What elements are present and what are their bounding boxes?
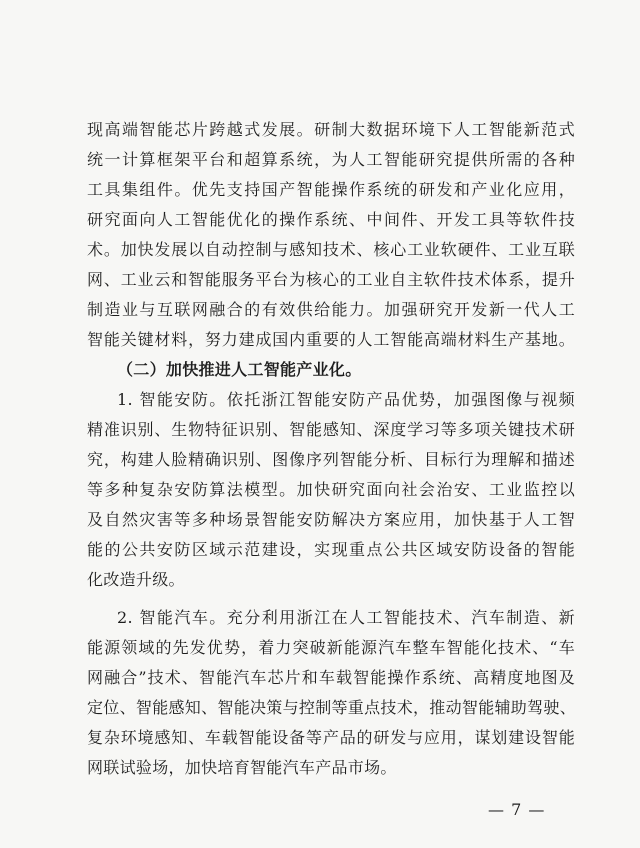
text-line: 制造业与互联网融合的有效供给能力。加强研究开发新一代人工 [87,300,575,319]
paragraph-start: 1. 智能安防。依托浙江智能安防产品优势，加强图像与视频 [117,390,575,409]
text-line: 网融合”技术、智能汽车芯片和车载智能操作系统、高精度地图及 [87,668,575,687]
section-heading: （二）加快推进人工智能产业化。 [117,360,362,379]
text-line: 术。加快发展以自动控制与感知技术、核心工业软硬件、工业互联 [87,240,575,259]
text-line: 复杂环境感知、车载智能设备等产品的研发与应用，谋划建设智能 [87,728,575,747]
text-line: 网、工业云和智能服务平台为核心的工业自主软件技术体系，提升 [87,270,575,289]
text-line: 统一计算框架平台和超算系统，为人工智能研究提供所需的各种 [87,150,575,169]
paragraph-start: 2. 智能汽车。充分利用浙江在人工智能技术、汽车制造、新 [117,608,575,627]
paragraph-gap [87,595,575,603]
text-line: 现高端智能芯片跨越式发展。研制大数据环境下人工智能新范式 [87,120,575,139]
text-line: 工具集组件。优先支持国产智能操作系统的研发和产业化应用， [87,180,575,199]
text-line: 研究面向人工智能优化的操作系统、中间件、开发工具等软件技 [87,210,575,229]
text-line: 网联试验场，加快培育智能汽车产品市场。 [87,758,397,777]
text-line: 精准识别、生物特征识别、智能感知、深度学习等多项关键技术研 [87,420,575,439]
text-line: 能的公共安防区域示范建设，实现重点公共区域安防设备的智能 [87,540,575,559]
text-line: 等多种复杂安防算法模型。加快研究面向社会治安、工业监控以 [87,480,575,499]
text-line: 究，构建人脸精确识别、图像序列智能分析、目标行为理解和描述 [87,450,575,469]
text-line: 能源领域的先发优势，着力突破新能源汽车整车智能化技术、“车 [87,638,575,657]
body-text [87,115,575,783]
text-line: 定位、智能感知、智能决策与控制等重点技术，推动智能辅助驾驶、 [87,698,577,717]
text-line: 化改造升级。 [87,570,185,589]
text-line: 及自然灾害等多种场景智能安防解决方案应用，加快基于人工智 [87,510,575,529]
text-line: 智能关键材料，努力建成国内重要的人工智能高端材料生产基地。 [87,330,575,349]
page-number: — 7 — [488,800,546,819]
